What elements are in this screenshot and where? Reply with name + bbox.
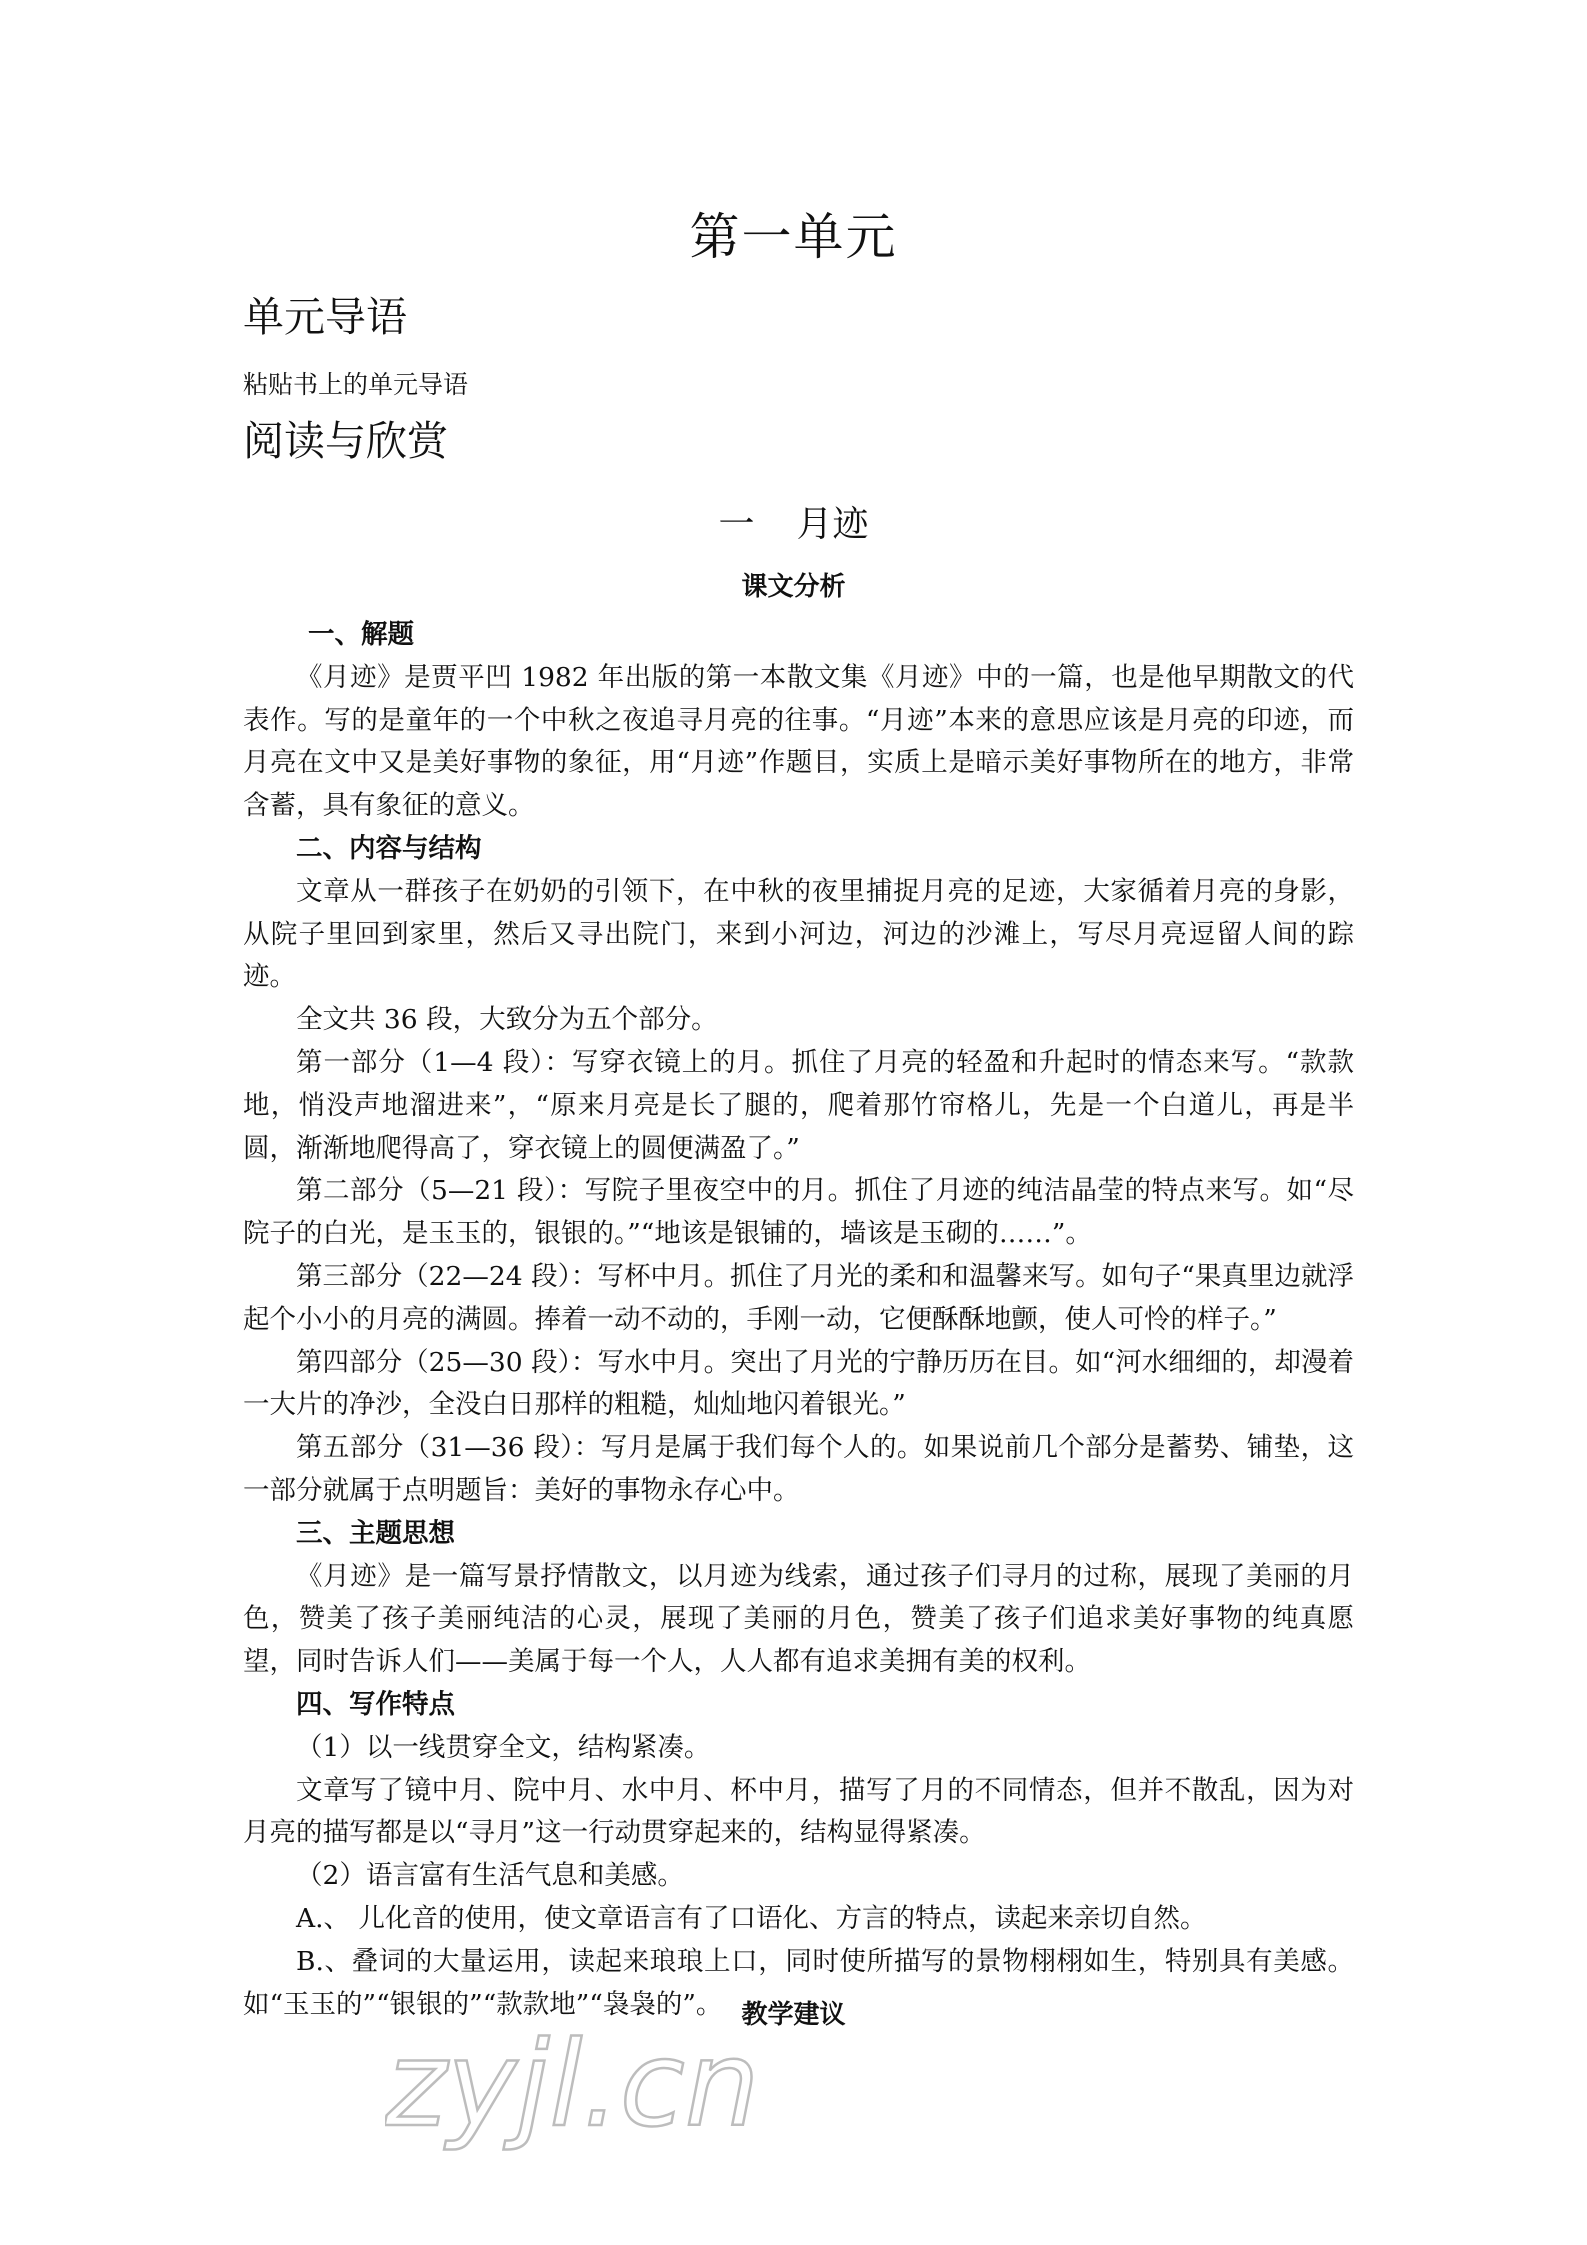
- lesson-title: [0, 500, 1587, 550]
- paragraph: 《月迹》是贾平凹 1982 年出版的第一本散文集《月迹》中的一篇，也是他早期散文的代表作。写的是童年的一个中秋之夜追寻月亮的往事。“月迹”本来的意思应该是月亮的印迹，而月亮在文中又是美好事物的象征，用“月迹”作题目，实质上是暗示美好事物所在的地方，非常含蓄，具有象征的意义。: [243, 661, 1354, 822]
- paragraph: B.、叠词的大量运用，读起来琅琅上口，同时使所描写的景物栩栩如生，特别具有美感。如“玉玉的”“银银的”“款款地”“袅袅的”。: [243, 1945, 1354, 2020]
- watermark-logo: [385, 2020, 805, 2160]
- unit-title: 第一单元: [689, 208, 898, 266]
- paragraph: 第二部分（5—21 段）：写院子里夜空中的月。抓住了月迹的纯洁晶莹的特点来写。如“尽院子的白光，是玉玉的，银银的。”“地该是银铺的，墙该是玉砌的……”。: [243, 1175, 1354, 1250]
- paragraph: 第一部分（1—4 段）：写穿衣镜上的月。抓住了月亮的轻盈和升起时的情态来写。“款款地，悄没声地溜进来”，“原来月亮是长了腿的，爬着那竹帘格儿，先是一个白道儿，再是半圆，渐渐地爬得高了，穿衣镜上的圆便满盈了。”: [243, 1046, 1354, 1164]
- heading-title-explanation: 一、解题: [308, 619, 414, 650]
- analysis-heading: 课文分析: [741, 572, 846, 602]
- heading-theme: 三、主题思想: [296, 1517, 455, 1549]
- reading-heading: 阅读与欣赏: [243, 417, 448, 465]
- lesson-number: 一: [718, 504, 755, 545]
- teaching-suggestion-heading: 教学建议: [741, 2000, 846, 2030]
- heading-content-structure: 二、内容与结构: [296, 832, 482, 864]
- paragraph: 《月迹》是一篇写景抒情散文，以月迹为线索，通过孩子们寻月的过称，展现了美丽的月色，赞美了孩子美丽纯洁的心灵，展现了美丽的月色，赞美了孩子们追求美好事物的纯真愿望，同时告诉人们——美属于每一个人，人人都有追求美拥有美的权利。: [243, 1560, 1354, 1678]
- paragraph: 文章写了镜中月、院中月、水中月、杯中月，描写了月的不同情态，但并不散乱，因为对月亮的描写都是以“寻月”这一行动贯穿起来的，结构显得紧凑。: [243, 1774, 1354, 1849]
- paragraph: （1）以一线贯穿全文，结构紧凑。: [296, 1731, 711, 1763]
- paragraph: 第五部分（31—36 段）：写月是属于我们每个人的。如果说前几个部分是蓄势、铺垫，这一部分就属于点明题旨：美好的事物永存心中。: [243, 1432, 1354, 1506]
- unit-intro-note: 粘贴书上的单元导语: [243, 370, 469, 399]
- paragraph: 全文共 36 段，大致分为五个部分。: [296, 1004, 718, 1036]
- watermark-text: zyjl.cn: [385, 2020, 760, 2153]
- paragraph: A.、 儿化音的使用，使文章语言有了口语化、方言的特点，读起来亲切自然。: [296, 1902, 1207, 1934]
- analysis-body: [243, 614, 1354, 2026]
- paragraph: （2）语言富有生活气息和美感。: [296, 1860, 684, 1892]
- lesson-name: 月迹: [796, 504, 869, 545]
- paragraph: 第三部分（22—24 段）：写杯中月。抓住了月光的柔和和温馨来写。如句子“果真里边就浮起个小小的月亮的满圆。捧着一动不动的，手刚一动，它便酥酥地颤，使人可怜的样子。”: [243, 1260, 1354, 1335]
- paragraph: 第四部分（25—30 段）：写水中月。突出了月光的宁静历历在目。如“河水细细的，却漫着一大片的净沙，全没白日那样的粗糙，灿灿地闪着银光。”: [243, 1346, 1354, 1421]
- paragraph: 文章从一群孩子在奶奶的引领下，在中秋的夜里捕捉月亮的足迹，大家循着月亮的身影，从院子里回到家里，然后又寻出院门，来到小河边，河边的沙滩上，写尽月亮逗留人间的踪迹。: [243, 875, 1354, 993]
- unit-intro-heading: 单元导语: [243, 293, 407, 341]
- heading-writing-features: 四、写作特点: [296, 1688, 455, 1720]
